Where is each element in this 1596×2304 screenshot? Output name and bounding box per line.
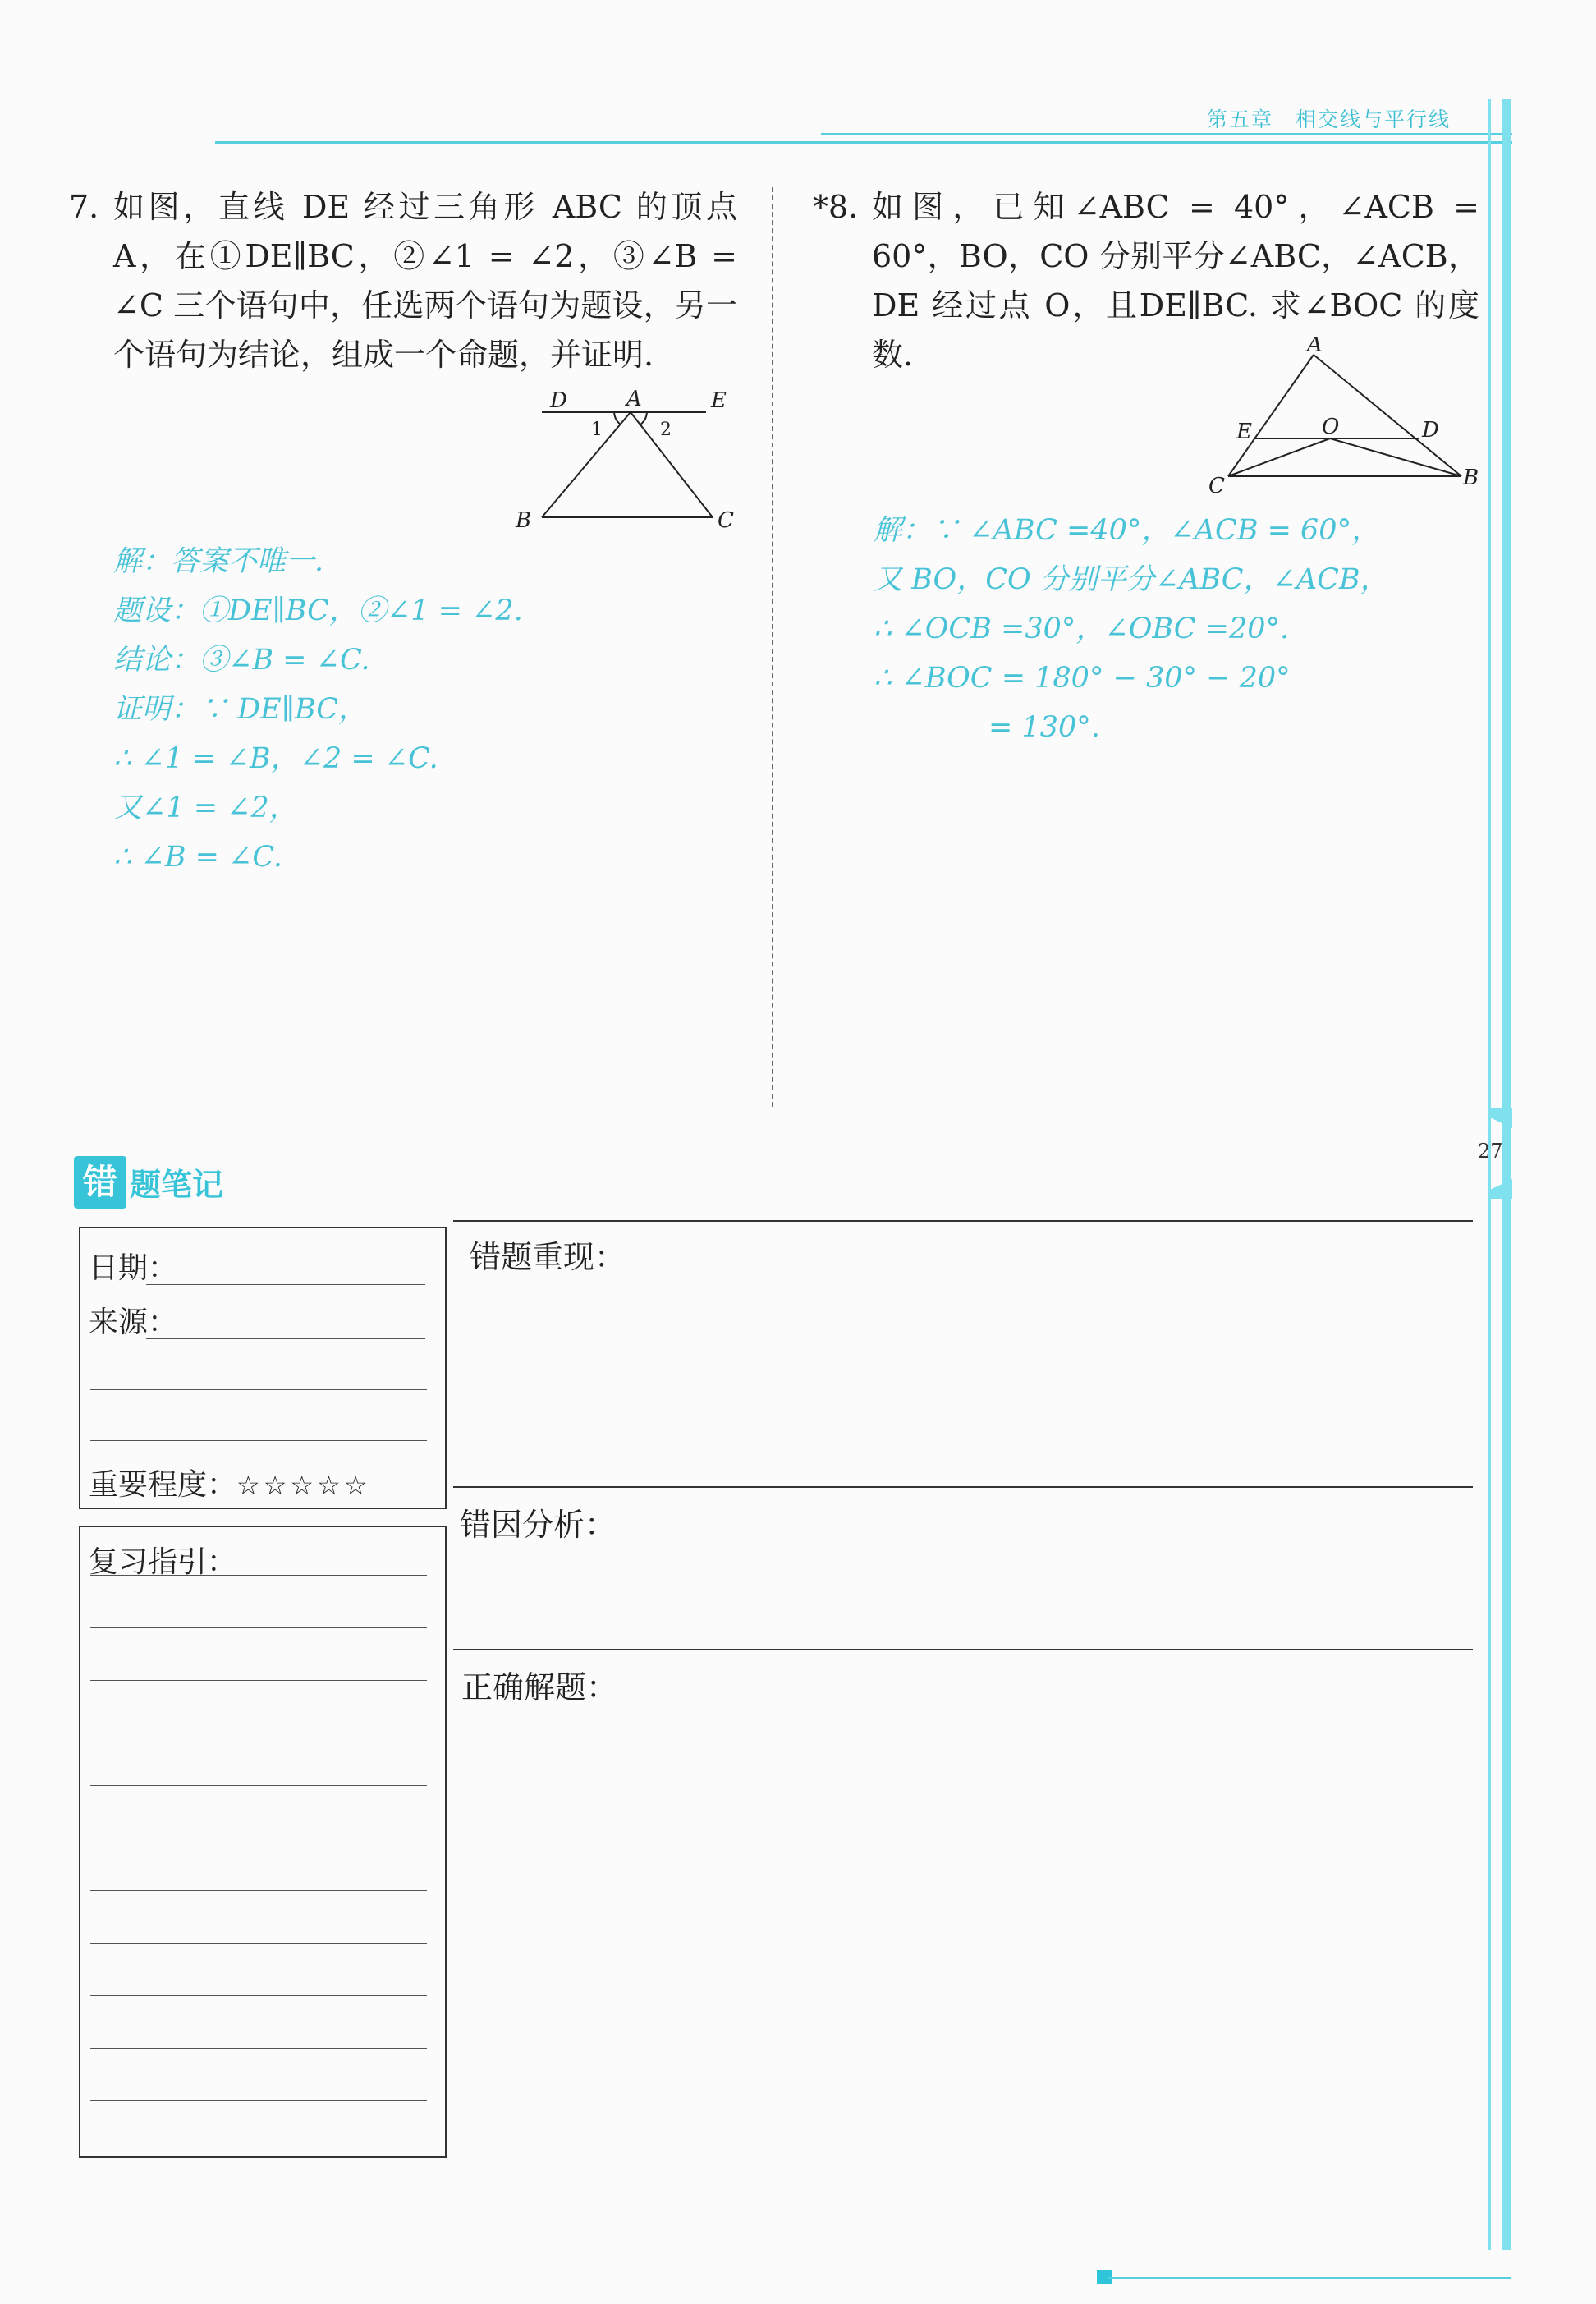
- blank-line[interactable]: [90, 1440, 427, 1441]
- notes-info-box: [79, 1227, 447, 1509]
- page-tab-bottom: [1488, 1179, 1512, 1199]
- source-line[interactable]: [146, 1338, 425, 1339]
- review-line[interactable]: [90, 1680, 427, 1681]
- review-line[interactable]: [90, 1943, 427, 1944]
- problem-8-number: *8.: [813, 189, 859, 225]
- side-ac: [631, 412, 713, 517]
- label-c: C: [1208, 474, 1225, 498]
- label-1: 1: [591, 420, 603, 440]
- label-b: B: [1463, 466, 1479, 490]
- problem-7-figure: [509, 379, 747, 535]
- star-rating[interactable]: ☆☆☆☆☆: [236, 1470, 371, 1501]
- review-line[interactable]: [90, 2048, 427, 2049]
- solution-line: ∴ ∠1 = ∠B，∠2 = ∠C.: [113, 742, 438, 775]
- problem-7-solution: [113, 537, 523, 882]
- reproduce-top-rule: [453, 1220, 1473, 1222]
- review-line[interactable]: [90, 1627, 427, 1628]
- review-box: [79, 1526, 447, 2158]
- importance-label: [89, 1462, 370, 1503]
- label-e: E: [1236, 420, 1252, 444]
- notes-logo-icon: 错: [74, 1156, 126, 1209]
- label-2: 2: [660, 420, 672, 440]
- correct-label: 正确解题：: [461, 1669, 618, 1705]
- importance-text: 重要程度：: [89, 1468, 237, 1502]
- label-d: D: [1422, 418, 1439, 443]
- page-tab-top: [1488, 1108, 1512, 1128]
- solution-line: 结论：③∠B = ∠C.: [113, 644, 370, 677]
- date-line[interactable]: [146, 1284, 425, 1285]
- correct-area[interactable]: [460, 1711, 1470, 2171]
- solution-line: = 130°.: [874, 711, 1100, 744]
- solution-line: 又 BO，CO 分别平分∠ABC，∠ACB，: [874, 563, 1389, 596]
- solution-line: ∴ ∠B = ∠C.: [113, 841, 283, 874]
- label-b: B: [516, 508, 532, 533]
- blank-line[interactable]: [90, 1389, 427, 1390]
- problem-7-text: 如图，直线 DE 经过三角形 ABC 的顶点 A，在①DE∥BC，②∠1 = ∠2，③∠B = ∠C 三个语句中，任选两个语句为题设，另一个语句为结论，组成一个命题，并证明.: [113, 189, 737, 373]
- angle-1-arc: [614, 412, 621, 425]
- review-line[interactable]: [90, 1995, 427, 1996]
- side-ab: [542, 412, 631, 517]
- label-a: A: [1307, 337, 1323, 357]
- label-d: D: [550, 388, 567, 413]
- label-a: A: [626, 387, 642, 411]
- solution-line: 又∠1 = ∠2，: [113, 792, 298, 824]
- header-rule: [215, 141, 1512, 144]
- angle-2-arc: [640, 412, 647, 425]
- solution-line: 解：∵ ∠ABC =40°，∠ACB = 60°，: [874, 514, 1381, 547]
- column-divider: [772, 187, 773, 1107]
- side-ac: [1228, 355, 1314, 476]
- analysis-area[interactable]: [460, 1547, 1470, 1637]
- solution-line: ∴ ∠OCB =30°，∠OBC =20°.: [874, 613, 1290, 645]
- solution-line: 题设：①DE∥BC，②∠1 = ∠2.: [113, 594, 523, 627]
- review-line[interactable]: [90, 1890, 427, 1891]
- right-margin-bar: [1502, 99, 1511, 2250]
- review-label: 复习指引：: [89, 1545, 237, 1579]
- reproduce-area[interactable]: [460, 1281, 1470, 1478]
- header-rule-upper: [821, 133, 1512, 135]
- label-e: E: [711, 388, 727, 413]
- analysis-top-rule: [453, 1486, 1473, 1488]
- review-line[interactable]: [90, 2100, 427, 2101]
- reproduce-label: 错题重现：: [470, 1239, 626, 1275]
- problem-8-text: 如图，已知∠ABC = 40°，∠ACB = 60°，BO，CO 分别平分∠ABC，∠ACB，DE 经过点 O，且DE∥BC. 求∠BOC 的度数.: [872, 189, 1479, 373]
- correct-top-rule: [453, 1649, 1473, 1650]
- label-c: C: [718, 508, 734, 533]
- bisector-bo: [1330, 438, 1461, 476]
- chapter-title: 第五章 相交线与平行线: [1207, 108, 1452, 131]
- problem-8-figure: [1199, 337, 1486, 501]
- bottom-rule: [1108, 2277, 1511, 2279]
- solution-line: ∴ ∠BOC = 180° − 30° − 20°: [874, 662, 1291, 695]
- problem-7-number: 7.: [69, 189, 99, 225]
- source-label: 来源：: [89, 1306, 178, 1339]
- page-number: 27: [1478, 1140, 1503, 1163]
- review-line[interactable]: [90, 1575, 427, 1576]
- date-label: 日期：: [89, 1251, 178, 1285]
- analysis-label: 错因分析：: [460, 1507, 617, 1543]
- review-line[interactable]: [90, 1785, 427, 1786]
- solution-line: 证明：∵ DE∥BC，: [113, 693, 368, 726]
- problem-8-solution: [874, 506, 1389, 752]
- right-margin-bar-thin: [1488, 99, 1491, 2250]
- label-o: O: [1322, 415, 1340, 439]
- notes-title: 题笔记: [130, 1166, 224, 1203]
- solution-line: 解：答案不唯一.: [113, 545, 324, 578]
